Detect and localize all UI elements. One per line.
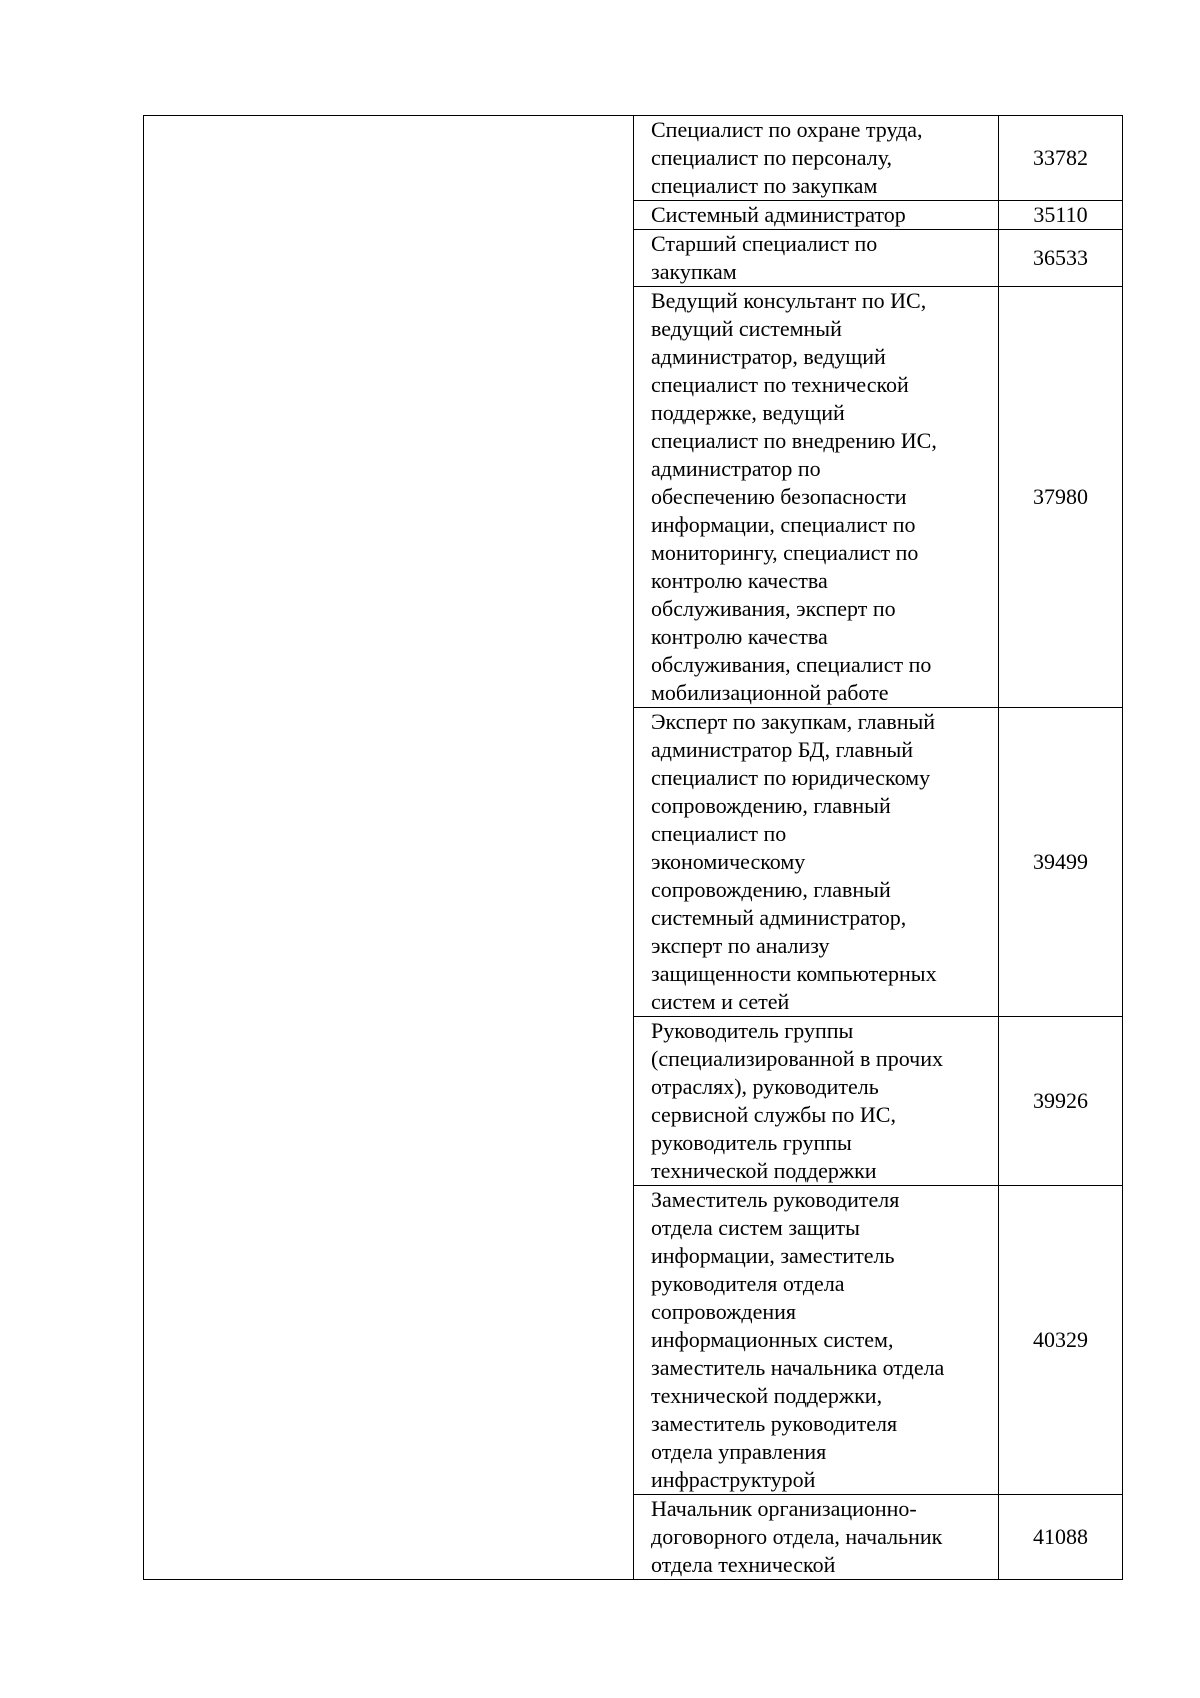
position-cell: Ведущий консультант по ИС, ведущий системный администратор, ведущий специалист по технической поддержке, ведущий специалист по внедрению ИС, администратор по обеспечению безопасности информации, специалист по мониторингу, специалист по контролю качества обслуживания, эксперт по контролю качества обслуживания, специалист по мобилизационной работе: [634, 287, 999, 708]
position-cell: Заместитель руководителя отдела систем защиты информации, заместитель руководителя отдела сопровождения информационных систем, заместитель начальника отдела технической поддержки, заместитель руководителя отдела управления инфраструктурой: [634, 1186, 999, 1495]
salary-cell: 37980: [999, 287, 1123, 708]
salary-cell: 39926: [999, 1017, 1123, 1186]
salary-cell: 41088: [999, 1495, 1123, 1580]
position-cell: Эксперт по закупкам, главный администратор БД, главный специалист по юридическому сопровождению, главный специалист по экономическому сопровождению, главный системный администратор, эксперт по анализу защищенности компьютерных систем и сетей: [634, 708, 999, 1017]
position-cell: Руководитель группы (специализированной в прочих отраслях), руководитель сервисной службы по ИС, руководитель группы технической поддержки: [634, 1017, 999, 1186]
position-cell: Специалист по охране труда, специалист по персоналу, специалист по закупкам: [634, 116, 999, 201]
position-cell: Системный администратор: [634, 201, 999, 230]
salary-cell: 36533: [999, 230, 1123, 287]
salary-table: [143, 115, 1123, 1580]
position-cell: Старший специалист по закупкам: [634, 230, 999, 287]
salary-cell: 39499: [999, 708, 1123, 1017]
empty-category-column: [144, 116, 634, 1580]
position-cell: Начальник организационно- договорного отдела, начальник отдела технической: [634, 1495, 999, 1580]
salary-cell: 35110: [999, 201, 1123, 230]
salary-cell: 40329: [999, 1186, 1123, 1495]
salary-cell: 33782: [999, 116, 1123, 201]
table-row: [144, 116, 1123, 201]
